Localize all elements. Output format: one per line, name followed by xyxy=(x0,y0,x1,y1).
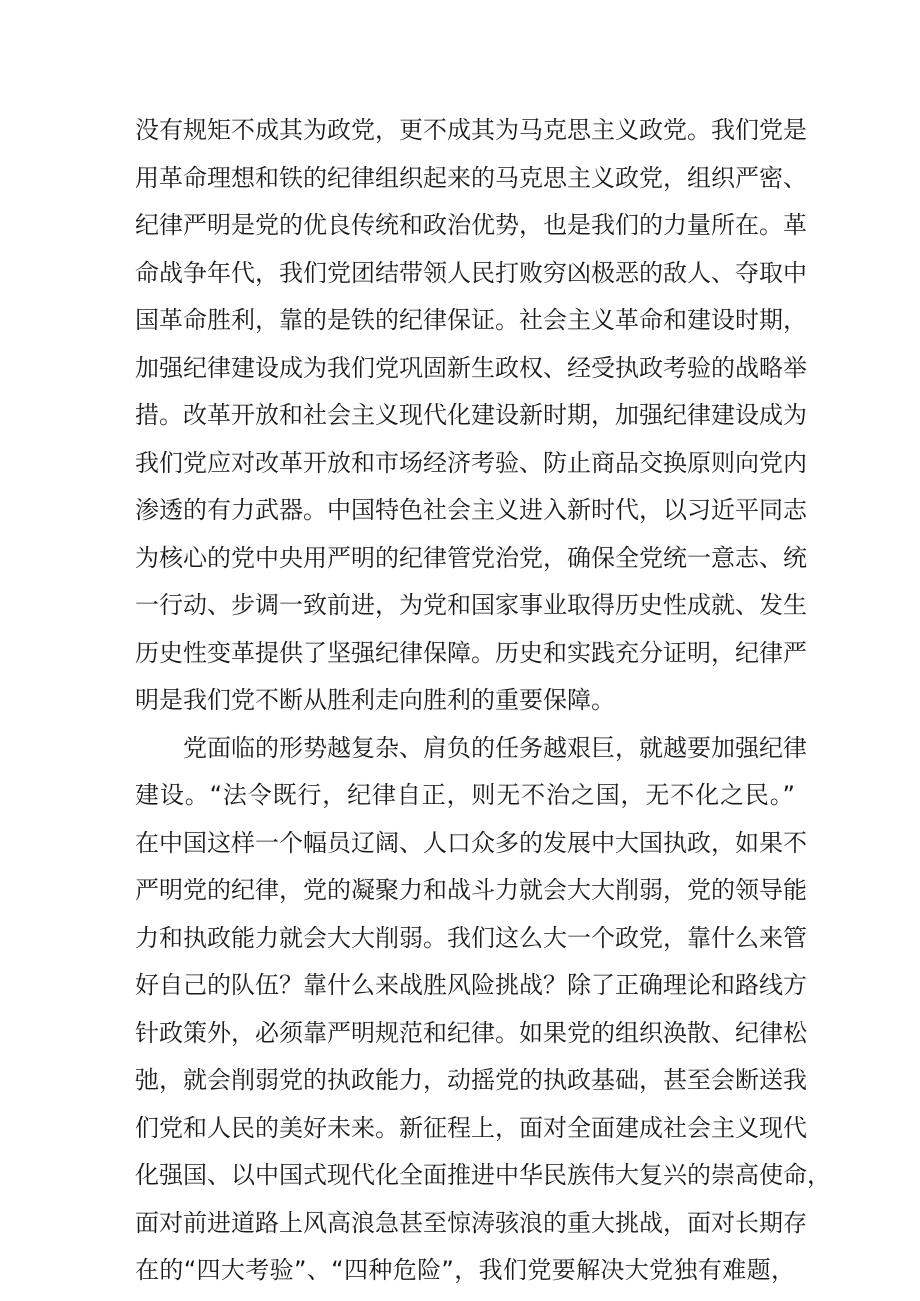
paragraph-line: 党面临的形势越复杂、肩负的任务越艰巨，就越要加强纪律 xyxy=(183,733,807,762)
paragraph-line: 渗透的有力武器。中国特色社会主义进入新时代，以习近平同志 xyxy=(135,496,807,524)
paragraph-line: 们党和人民的美好未来。新征程上，面对全面建成社会主义现代 xyxy=(135,1113,807,1142)
paragraph-line: 在中国这样一个幅员辽阔、人口众多的发展中大国执政，如果不 xyxy=(135,828,807,857)
paragraph-line: 一行动、步调一致前进，为党和国家事业取得历史性成就、发生 xyxy=(135,591,807,619)
paragraph-line: 力和执政能力就会大大削弱。我们这么大一个政党，靠什么来管 xyxy=(135,923,807,952)
document-body xyxy=(135,107,831,1295)
paragraph-line: 用革命理想和铁的纪律组织起来的马克思主义政党，组织严密、 xyxy=(135,163,807,192)
paragraph-line: 弛，就会削弱党的执政能力，动摇党的执政基础，甚至会断送我 xyxy=(135,1066,807,1094)
paragraph-line: 历史性变革提供了坚强纪律保障。历史和实践充分证明，纪律严 xyxy=(135,638,807,667)
paragraph-line: 好自己的队伍？靠什么来战胜风险挑战？除了正确理论和路线方 xyxy=(135,971,807,999)
paragraph-line: 我们党应对改革开放和市场经济考验、防止商品交换原则向党内 xyxy=(135,448,807,477)
paragraph-line: 命战争年代，我们党团结带领人民打败穷凶极恶的敌人、夺取中 xyxy=(135,258,807,287)
paragraph-line: 为核心的党中央用严明的纪律管党治党，确保全党统一意志、统 xyxy=(135,543,807,572)
paragraph-line: 没有规矩不成其为政党，更不成其为马克思主义政党。我们党是 xyxy=(135,116,807,144)
paragraph-line: 在的“四大考验”、“四种危险”，我们党要解决大党独有难题， xyxy=(135,1256,795,1284)
paragraph-line: 化强国、以中国式现代化全面推进中华民族伟大复兴的崇高使命， xyxy=(135,1161,831,1189)
paragraph-line: 加强纪律建设成为我们党巩固新生政权、经受执政考验的战略举 xyxy=(135,353,807,382)
paragraph-line: 措。改革开放和社会主义现代化建设新时期，加强纪律建设成为 xyxy=(135,401,807,429)
paragraph-2 xyxy=(135,725,831,1295)
paragraph-line: 面对前进道路上风高浪急甚至惊涛骇浪的重大挑战，面对长期存 xyxy=(135,1208,807,1237)
paragraph-line: 严明党的纪律，党的凝聚力和战斗力就会大大削弱，党的领导能 xyxy=(135,876,807,904)
paragraph-line: 国革命胜利，靠的是铁的纪律保证。社会主义革命和建设时期， xyxy=(135,306,807,334)
paragraph-line: 纪律严明是党的优良传统和政治优势，也是我们的力量所在。革 xyxy=(135,211,807,239)
paragraph-line: 建设。“法令既行，纪律自正，则无不治之国，无不化之民。” xyxy=(135,781,795,809)
paragraph-line: 明是我们党不断从胜利走向胜利的重要保障。 xyxy=(135,686,615,714)
paragraph-1 xyxy=(135,107,807,725)
paragraph-line: 针政策外，必须靠严明规范和纪律。如果党的组织涣散、纪律松 xyxy=(135,1018,807,1047)
